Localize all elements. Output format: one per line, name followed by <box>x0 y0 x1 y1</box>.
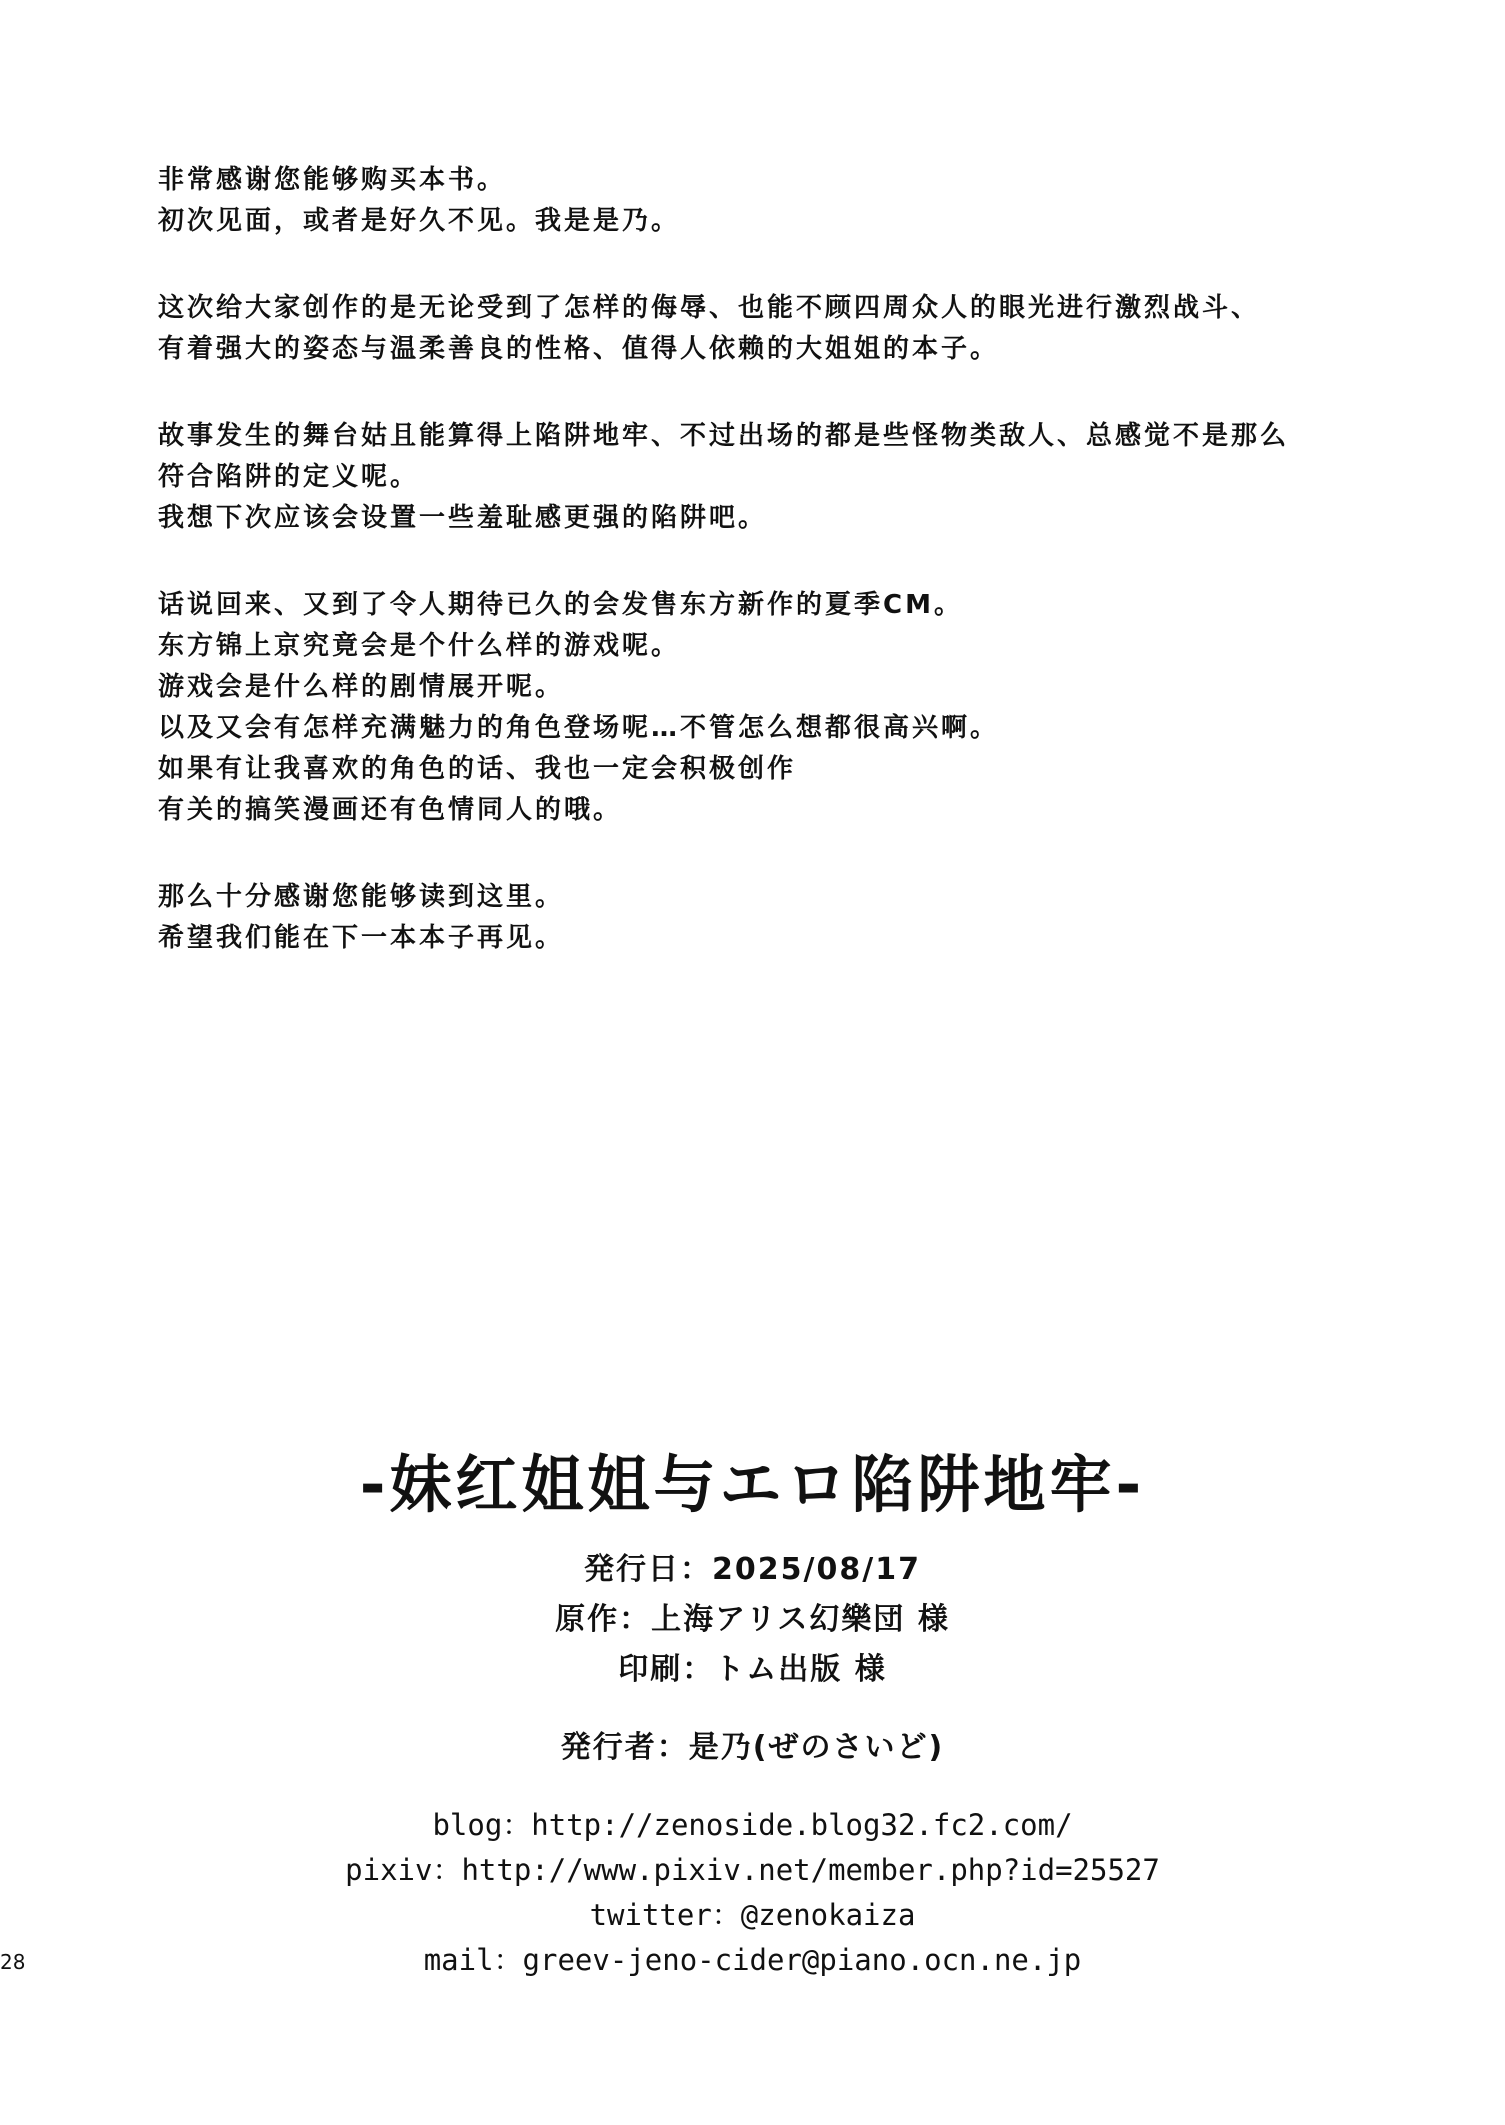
afterword-line: 初次见面，或者是好久不见。我是是乃。 <box>158 206 681 236</box>
afterword-line: 那么十分感谢您能够读到这里。 <box>158 882 565 912</box>
afterword-line: 以及又会有怎样充满魅力的角色登场呢…不管怎么想都很高兴啊。 <box>158 713 1000 743</box>
afterword-paragraph-1 <box>158 160 1418 242</box>
book-title: -妹红姐姐与エロ陷阱地牢- <box>359 1448 1146 1521</box>
printing-credit: 印刷：トム出版 様 <box>618 1652 887 1687</box>
afterword-text <box>158 160 1418 1005</box>
afterword-line: 这次给大家创作的是无论受到了怎样的侮辱、也能不顾四周众人的眼光进行激烈战斗、 <box>158 293 1261 323</box>
page-number: 28 <box>0 1950 26 1974</box>
release-date: 発行日：2025/08/17 <box>584 1552 921 1587</box>
afterword-line: 故事发生的舞台姑且能算得上陷阱地牢、不过出场的都是些怪物类敌人、总感觉不是那么 <box>158 421 1290 451</box>
afterword-line: 如果有让我喜欢的角色的话、我也一定会积极创作 <box>158 754 797 784</box>
afterword-line: 话说回来、又到了令人期待已久的会发售东方新作的夏季CM。 <box>158 590 963 620</box>
twitter-handle: twitter：@zenokaiza <box>589 1898 916 1932</box>
spacer <box>0 1695 1505 1723</box>
afterword-paragraph-5 <box>158 877 1418 959</box>
afterword-line: 非常感谢您能够购买本书。 <box>158 165 507 195</box>
afterword-line: 有着强大的姿态与温柔善良的性格、值得人依赖的大姐姐的本子。 <box>158 334 1000 364</box>
publisher-credit: 発行者：是乃(ぜのさいど) <box>560 1730 945 1765</box>
spacer <box>0 1773 1505 1803</box>
afterword-line: 游戏会是什么样的剧情展开呢。 <box>158 672 565 702</box>
afterword-paragraph-2 <box>158 288 1418 370</box>
blog-url: blog：http://zenoside.blog32.fc2.com/ <box>432 1808 1073 1842</box>
afterword-line: 我想下次应该会设置一些羞耻感更强的陷阱吧。 <box>158 503 768 533</box>
mail-address: mail：greev-jeno-cider@piano.ocn.ne.jp <box>423 1943 1082 1977</box>
colophon <box>0 1445 1505 1983</box>
afterword-paragraph-3 <box>158 416 1418 539</box>
pixiv-url: pixiv：http://www.pixiv.net/member.php?id=25527 <box>345 1853 1160 1887</box>
afterword-line: 符合陷阱的定义呢。 <box>158 462 420 492</box>
afterword-line: 希望我们能在下一本本子再见。 <box>158 923 565 953</box>
afterword-line: 东方锦上京究竟会是个什么样的游戏呢。 <box>158 631 681 661</box>
afterword-paragraph-4 <box>158 585 1418 831</box>
original-work-credit: 原作：上海アリス幻樂団 様 <box>555 1602 950 1637</box>
afterword-line: 有关的搞笑漫画还有色情同人的哦。 <box>158 795 623 825</box>
